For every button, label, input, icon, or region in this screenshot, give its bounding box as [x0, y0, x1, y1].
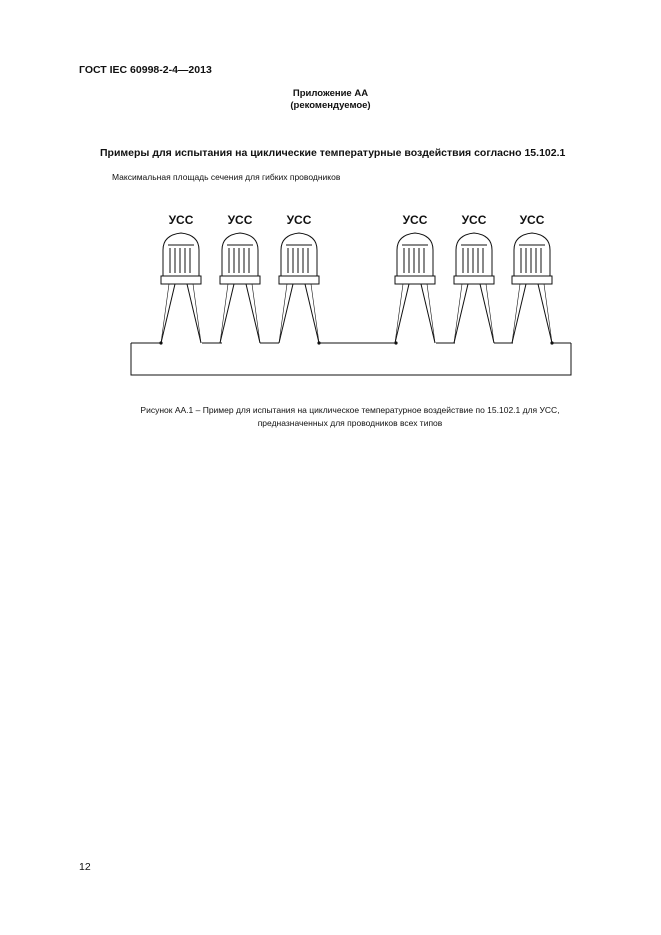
conductor-sheath [279, 284, 319, 343]
annex-title: Приложение АА [292, 88, 369, 99]
device-label: УСС [286, 213, 312, 227]
device-label: УСС [168, 213, 194, 227]
section-heading: Примеры для испытания на циклические температурные воздействия согласно 15.102.1 [100, 147, 566, 159]
device-label: УСС [227, 213, 253, 227]
connector-cap [281, 233, 317, 276]
connector-device [512, 233, 552, 343]
junction-dot [159, 341, 162, 344]
connector-device [395, 233, 435, 343]
conductor-sheath [161, 284, 201, 343]
junction-dot [394, 341, 397, 344]
return-conductor [131, 343, 571, 375]
figure-subtitle: Максимальная площадь сечения для гибких проводников [112, 172, 341, 182]
page-number: 12 [79, 861, 91, 873]
connector-cap [514, 233, 550, 276]
connector-device [220, 233, 260, 343]
connector-base [220, 276, 260, 284]
conductor-sheath [454, 284, 494, 343]
connector-base [161, 276, 201, 284]
conductor-sheath [220, 284, 260, 343]
connector-cap [163, 233, 199, 276]
conductor-sheath [512, 284, 552, 343]
figure-caption-line2: предназначенных для проводников всех типов [257, 418, 443, 428]
connector-device [454, 233, 494, 343]
junction-dot [317, 341, 320, 344]
figure-caption-line1: Рисунок АА.1 – Пример для испытания на циклическое температурное воздействие по 15.102.1 для УСС, [140, 405, 560, 415]
connector-base [395, 276, 435, 284]
connector-base [279, 276, 319, 284]
annex-status: (рекомендуемое) [290, 100, 371, 111]
device-label: УСС [519, 213, 545, 227]
connector-base [512, 276, 552, 284]
connector-cap [397, 233, 433, 276]
device-label: УСС [402, 213, 428, 227]
standard-designation: ГОСТ IEC 60998-2-4—2013 [79, 64, 212, 76]
connector-base [454, 276, 494, 284]
connector-cap [222, 233, 258, 276]
connector-device [161, 233, 201, 343]
device-label: УСС [461, 213, 487, 227]
junction-dot [550, 341, 553, 344]
connector-cap [456, 233, 492, 276]
conductor-sheath [395, 284, 435, 343]
connector-device [279, 233, 319, 343]
